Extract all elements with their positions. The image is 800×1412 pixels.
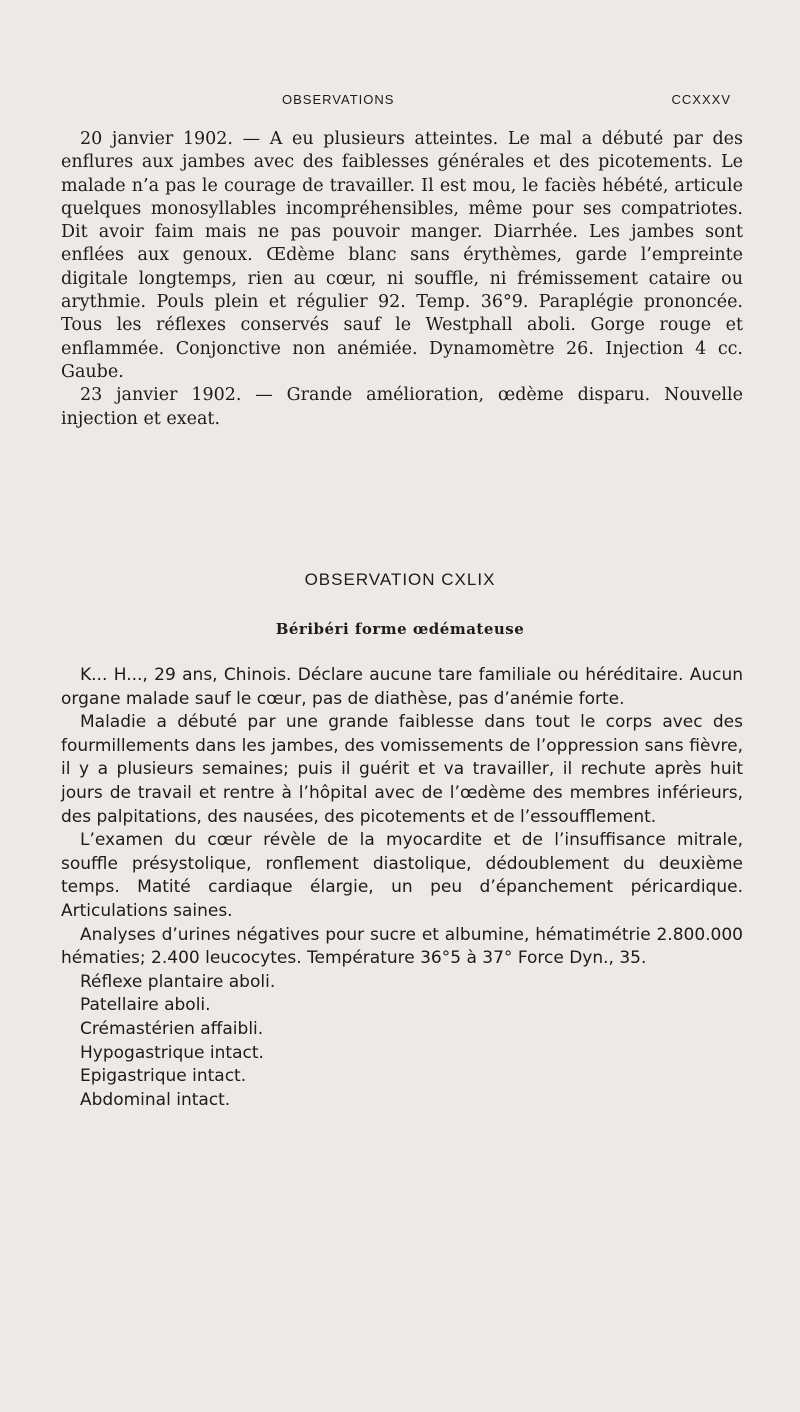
observation-heading: OBSERVATION CXLIX bbox=[304, 570, 496, 589]
page-number: CCXXXV bbox=[671, 92, 731, 107]
list-item: Abdominal intact. bbox=[80, 1089, 231, 1110]
observation-body bbox=[61, 664, 743, 1112]
paragraph-examen: L’examen du cœur révèle de la myocardite et de l’insuffisance mitrale, souffle présystolique, ronflement diastolique, dédoublement du deuxième temps. Matité cardiaque élargie, un peu d’épanchement péricardique. Articulations saines. bbox=[61, 830, 743, 921]
list-item: Epigastrique intact. bbox=[80, 1066, 247, 1087]
list-item: Réflexe plantaire aboli. bbox=[80, 971, 276, 992]
reflexes-list bbox=[61, 971, 743, 1113]
paragraph-analyses: Analyses d’urines négatives pour sucre et albumine, hématimétrie 2.800.000 hématies; 2.400 leucocytes. Température 36°5 à 37° Force Dyn., 35. bbox=[61, 924, 743, 969]
observation-subtitle: Béribéri forme œdémateuse bbox=[275, 620, 525, 638]
paragraph-patient: K... H..., 29 ans, Chinois. Déclare aucune tare familiale ou héréditaire. Aucun organe malade sauf le cœur, pas de diathèse, pas d’anémie forte. bbox=[61, 665, 743, 709]
list-item: Hypogastrique intact. bbox=[80, 1042, 264, 1063]
paragraph-20-janvier: 20 janvier 1902. — A eu plusieurs atteintes. Le mal a débuté par des enflures aux jambes avec des faiblesses générales et des picotements. Le malade n’a pas le courage de travailler. Il est mou, le faciès hébété, articule quelques monosyllables incompréhensibles, même pour ses compatriotes. Dit avoir faim mais ne pas pouvoir manger. Diarrhée. Les jambes sont enflées aux genoux. Œdème blanc sans érythèmes, garde l’empreinte digitale longtemps, rien au cœur, ni souffle, ni frémissement cataire ou arythmie. Pouls plein et régulier 92. Temp. 36°9. Paraplégie prononcée. Tous les réflexes conservés sauf le Westphall aboli. Gorge rouge et enflammée. Conjonctive non anémiée. Dynamomètre 26. Injection 4 cc. Gaube. bbox=[61, 129, 743, 382]
list-item: Patellaire aboli. bbox=[80, 995, 211, 1016]
running-head bbox=[0, 92, 800, 110]
list-item: Crémastérien affaibli. bbox=[80, 1018, 264, 1039]
paragraph-maladie: Maladie a débuté par une grande faiblesse dans tout le corps avec des fourmillements dans les jambes, des vomissements de l’oppression sans fièvre, il y a plusieurs semaines; puis il guérit et va travailler, il rechute après huit jours de travail et rentre à l’hôpital avec de l’œdème des membres inférieurs, des palpitations, des nausées, des picotements et de l’essoufflement. bbox=[61, 712, 743, 827]
paragraph-23-janvier: 23 janvier 1902. — Grande amélioration, œdème disparu. Nouvelle injection et exeat. bbox=[61, 385, 743, 429]
previous-observation-text bbox=[61, 128, 743, 431]
running-head-title: OBSERVATIONS bbox=[282, 92, 395, 107]
